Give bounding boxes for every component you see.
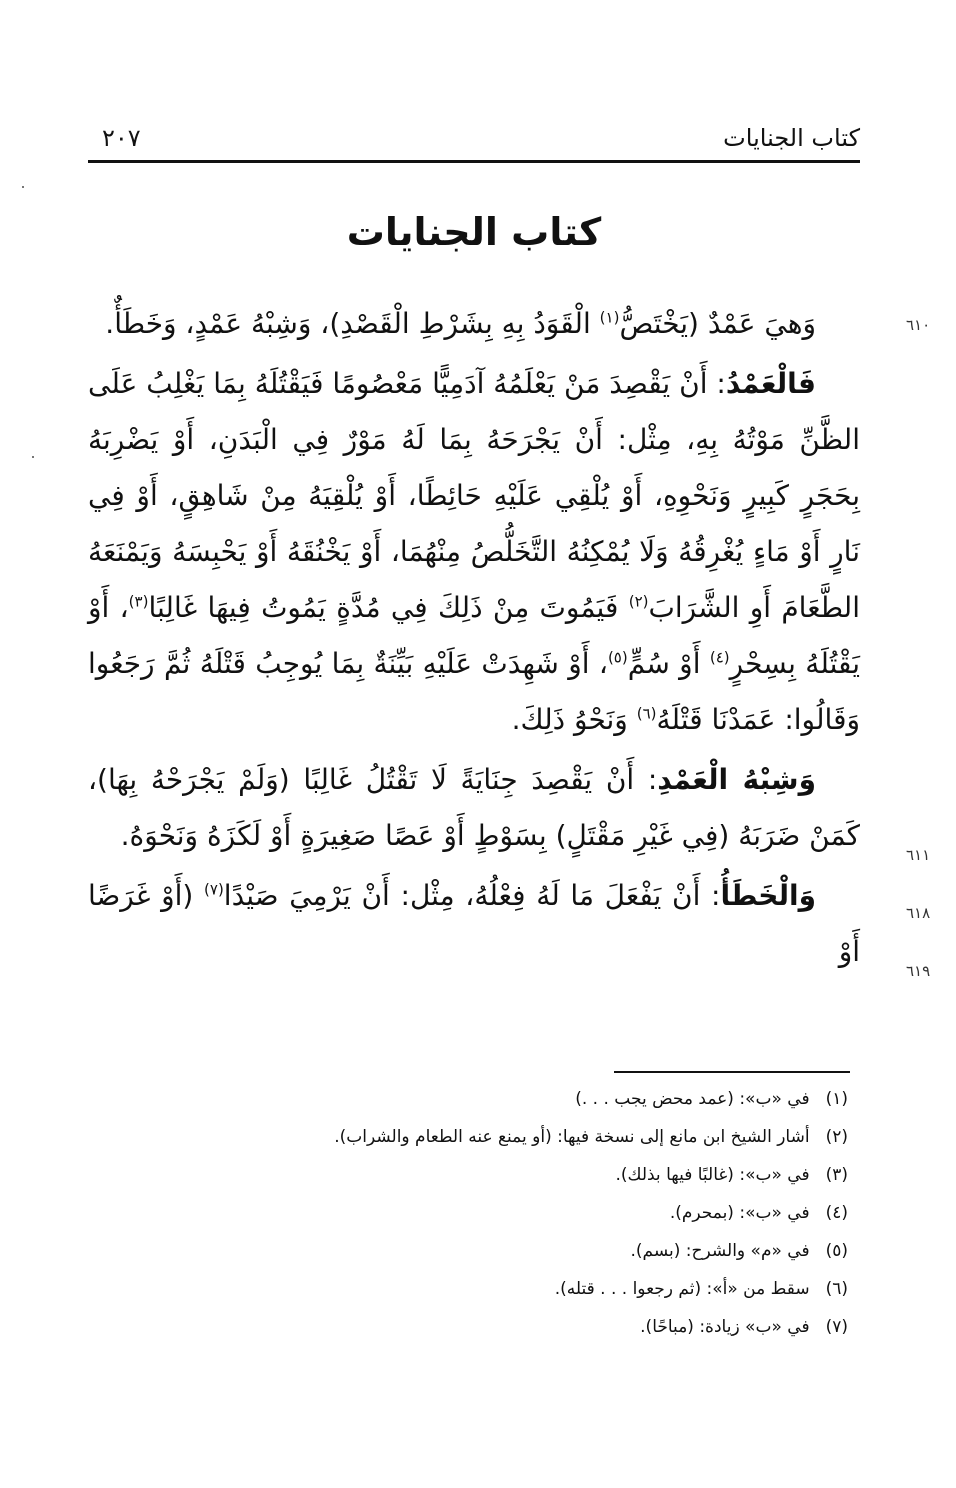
running-head-title: كتاب الجنايات	[723, 124, 860, 152]
scan-speck	[22, 186, 24, 188]
footnote-number: (٥)	[825, 1241, 848, 1261]
footnote	[88, 1118, 848, 1156]
footnote-number: (٧)	[825, 1317, 848, 1337]
text-paragraph: وَهيَ عَمْدٌ (يَخْتَصُّ$^{(١)}$ الْقَوَدُ بِهِ بِشَرْطِ الْقَصْدِ)، وَشِبْهُ عَمْدٍ، وَخَطَأٌ.	[105, 307, 816, 340]
footnote-ref: (٧)	[204, 880, 224, 899]
page-number: ٢٠٧	[102, 124, 141, 152]
margin-number: ٦١٨	[906, 904, 931, 922]
footnotes	[88, 1080, 848, 1346]
footnote-text: في «ب»: (عمد محض يجب . . .)	[575, 1089, 810, 1109]
footnote-text: في «م» والشرح: (بسم).	[630, 1241, 810, 1261]
footnote-text: في «ب»: (بمحرم).	[669, 1203, 810, 1223]
footnote-number: (٣)	[825, 1165, 848, 1185]
footnote-number: (٤)	[825, 1203, 848, 1223]
footnote	[88, 1270, 848, 1308]
main-text	[88, 296, 860, 980]
footnote-ref: (٢)	[628, 592, 649, 611]
chapter-title: كتاب الجنايات	[346, 210, 602, 254]
footnote-ref: (١)	[599, 308, 620, 327]
margin-number: ٦١٩	[906, 962, 931, 980]
footnote	[88, 1080, 848, 1118]
footnote-number: (٦)	[825, 1279, 848, 1299]
footnote-text: سقط من «أ»: (ثم رجعوا . . . قتله).	[554, 1279, 810, 1299]
footnote-ref: (٥)	[607, 648, 628, 667]
text-paragraph: وَالْخَطَأُ: أَنْ يَفْعَلَ مَا لَهُ فِعْلُهُ، مِثْل: أَنْ يَرْمِيَ صَيْدًا$^{(٧)}$ (أَوْ غَرَضًا أَوْ	[88, 879, 860, 968]
footnote-rule	[614, 1071, 850, 1073]
footnote	[88, 1232, 848, 1270]
footnote-text: في «ب» زيادة: (مباحًا).	[640, 1317, 810, 1337]
footnote-ref: (٣)	[128, 592, 149, 611]
footnote-text: أشار الشيخ ابن مانع إلى نسخة فيها: (أو يمنع عنه الطعام والشراب).	[334, 1127, 810, 1147]
footnote	[88, 1308, 848, 1346]
term-lead: فَالْعَمْدُ	[725, 367, 816, 400]
margin-number: ٦١١	[906, 846, 931, 864]
margin-number: ٦١٠	[906, 316, 931, 334]
running-head	[88, 118, 860, 158]
header-rule	[88, 160, 860, 163]
footnote-ref: (٦)	[636, 704, 657, 723]
footnote-number: (٢)	[825, 1127, 848, 1147]
term-lead: وَالْخَطَأُ	[720, 879, 816, 912]
footnote-number: (١)	[825, 1089, 848, 1109]
scan-speck	[32, 456, 34, 458]
text-paragraph: فَالْعَمْدُ: أَنْ يَقْصِدَ مَنْ يَعْلَمُهُ آدَمِيًّا مَعْصُومًا فَيَقْتُلَهُ بِمَا يَغْلِبُ عَلَى الظَّنِّ مَوْتُهُ بِهِ، مِثْل: أَنْ يَجْرَحَهُ بِمَا لَهُ مَوْرٌ فِي الْبَدَنِ، أَوْ يَضْرِبَهُ بِحَجَرٍ كَبِيرٍ وَنَحْوِهِ، أَوْ يُلْقِي عَلَيْهِ حَائِطًا، أَوْ يُلْقِيَهُ مِنْ شَاهِقٍ، أَوْ فِي نَارٍ أَوْ مَاءٍ يُغْرِقُهُ وَلَا يُمْكِنُهُ التَّخَلُّصُ مِنْهُمَا، أَوْ يَخْنُقَهُ أَوْ يَحْبِسَهُ وَيَمْنَعَهُ الطَّعَامَ أَوِ الشَّرَابَ$^{(٢)}$ فَيَمُوتَ مِنْ ذَلِكَ فِي مُدَّةٍ يَمُوتُ فِيهَا غَالِبًا$^{(٣)}$، أَوْ يَقْتُلَهُ بِسِحْرٍ$^{(٤)}$ أَوْ سُمٍّ$^{(٥)}$، أَوْ شَهِدَتْ عَلَيْهِ بَيِّنَةٌ بِمَا يُوجِبُ قَتْلَهُ ثُمَّ رَجَعُوا وَقَالُوا: عَمَدْنَا قَتْلَهُ$^{(٦)}$ وَنَحْوُ ذَلِكَ.	[88, 367, 860, 736]
text-paragraph: وَشِبْهُ الْعَمْدِ: أَنْ يَقْصِدَ جِنَايَةً لَا تَقْتُلُ غَالِبًا (وَلَمْ يَجْرَحْهُ بِهَا)، كَمَنْ ضَرَبَهُ (فِي غَيْرِ مَقْتَلٍ) بِسَوْطٍ أَوْ عَصًا صَغِيرَةٍ أَوْ لَكَزَهُ وَنَحْوَهُ.	[88, 763, 860, 852]
footnote-ref: (٤)	[709, 648, 730, 667]
footnote-text: في «ب»: (غالبًا فيها بذلك).	[615, 1165, 810, 1185]
term-lead: وَشِبْهُ الْعَمْدِ	[657, 763, 816, 796]
footnote	[88, 1194, 848, 1232]
footnote	[88, 1156, 848, 1194]
